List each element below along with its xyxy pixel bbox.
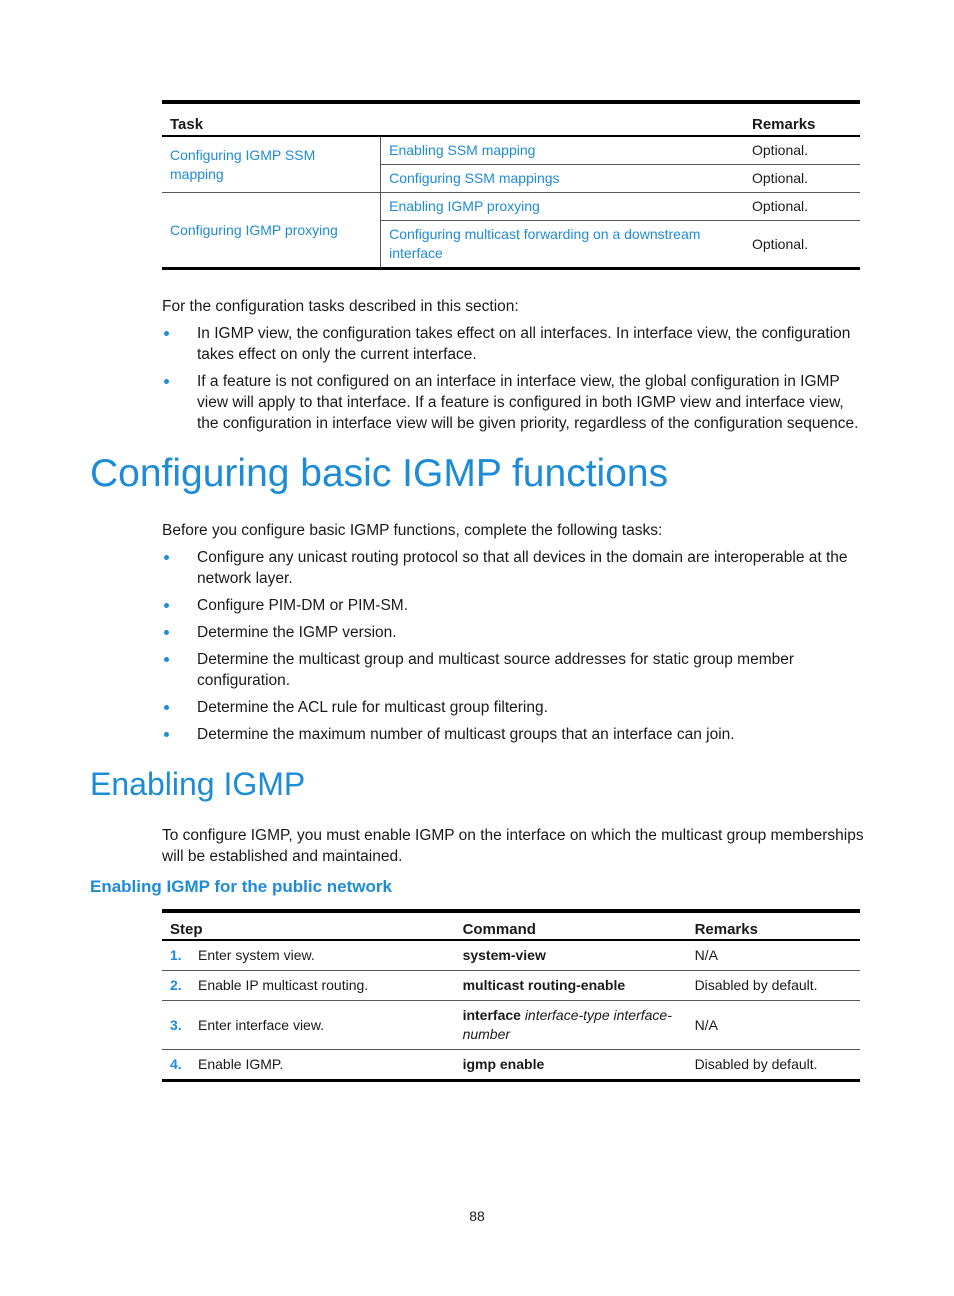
command-cell (455, 940, 687, 971)
table-row (162, 971, 860, 1001)
before-bullet-list (162, 547, 866, 751)
command-cell (455, 1050, 687, 1081)
list-item (162, 323, 866, 365)
bullet-icon (164, 555, 169, 560)
subsection-title: Enabling IGMP (90, 766, 306, 802)
step-number: 3. (162, 1001, 190, 1050)
remarks-cell: Optional. (744, 165, 860, 193)
bullet-icon (164, 379, 169, 384)
step-number: 2. (162, 971, 190, 1001)
table-row (162, 1001, 860, 1050)
bullet-icon (164, 630, 169, 635)
command-cell (455, 971, 687, 1001)
bullet-icon (164, 603, 169, 608)
list-item (162, 547, 866, 589)
list-item-text: Determine the multicast group and multicast source addresses for static group member configuration. (197, 651, 795, 689)
list-item-text: Determine the maximum number of multicast groups that an interface can join. (197, 726, 735, 743)
step-number: 1. (162, 940, 190, 971)
task-cell[interactable] (162, 136, 381, 193)
subtask-cell[interactable] (381, 221, 744, 269)
subtask-link[interactable]: Enabling IGMP proxying (389, 198, 540, 214)
table-row (162, 1050, 860, 1081)
remarks-cell: Disabled by default. (687, 1050, 860, 1081)
task-header: Task (170, 116, 204, 133)
before-intro: Before you configure basic IGMP functions, complete the following tasks: (162, 522, 663, 539)
step-header: Step (170, 921, 203, 938)
task-link-ssm-mapping[interactable]: Configuring IGMP SSM mapping (170, 146, 316, 182)
list-item (162, 371, 866, 434)
page-number: 88 (469, 1208, 485, 1224)
step-table (162, 909, 860, 1082)
list-item-text: Determine the ACL rule for multicast group filtering. (197, 699, 548, 716)
task-cell[interactable] (162, 193, 381, 269)
bullet-icon (164, 732, 169, 737)
step-description: Enter interface view. (190, 1001, 455, 1050)
list-item (162, 724, 866, 745)
list-item-text: If a feature is not configured on an interface in interface view, the global configuration in IGMP view will apply to that interface. If a feature is configured in both IGMP view and interface view, the configuration in interface view will be given priority, regardless of the configuration sequence. (197, 373, 859, 432)
remarks-cell: N/A (687, 940, 860, 971)
list-item-text: Configure any unicast routing protocol so that all devices in the domain are interoperable at the network layer. (197, 549, 848, 587)
command-header: Command (462, 921, 536, 938)
subtask-cell[interactable] (381, 165, 744, 193)
list-item (162, 697, 866, 718)
step-description: Enable IP multicast routing. (190, 971, 455, 1001)
command-keyword: igmp enable (462, 1056, 545, 1072)
subsubsection-title: Enabling IGMP for the public network (90, 877, 392, 896)
subtask-link[interactable]: Configuring multicast forwarding on a downstream interface (389, 226, 701, 261)
remarks-cell: Disabled by default. (687, 971, 860, 1001)
remarks-cell: N/A (687, 1001, 860, 1050)
section-title: Configuring basic IGMP functions (90, 452, 669, 495)
remarks-header: Remarks (694, 921, 758, 938)
list-item-text: Configure PIM-DM or PIM-SM. (197, 597, 409, 614)
remarks-cell: Optional. (744, 136, 860, 165)
task-table (162, 100, 860, 270)
bullet-icon (164, 331, 169, 336)
step-description: Enable IGMP. (190, 1050, 455, 1081)
subtask-cell[interactable] (381, 193, 744, 221)
list-item (162, 649, 866, 691)
table-row (162, 940, 860, 971)
task-link-igmp-proxying[interactable]: Configuring IGMP proxying (170, 221, 338, 238)
subtask-link[interactable]: Configuring SSM mappings (389, 170, 560, 186)
config-intro: For the configuration tasks described in this section: (162, 298, 519, 315)
list-item (162, 595, 866, 616)
list-item (162, 622, 866, 643)
command-keyword: interface (462, 1007, 521, 1023)
step-description: Enter system view. (190, 940, 455, 971)
remarks-cell: Optional. (744, 221, 860, 269)
command-argument: interface-type interface-number (462, 1007, 672, 1042)
subtask-link[interactable]: Enabling SSM mapping (389, 142, 536, 158)
config-bullet-list (162, 323, 866, 440)
remarks-cell: Optional. (744, 193, 860, 221)
enable-text: To configure IGMP, you must enable IGMP on the interface on which the multicast group memberships will be established and maintained. (162, 827, 864, 865)
subtask-cell[interactable] (381, 136, 744, 165)
list-item-text: In IGMP view, the configuration takes effect on all interfaces. In interface view, the configuration takes effect on only the current interface. (197, 325, 851, 363)
command-keyword: system-view (462, 947, 546, 963)
command-keyword: multicast routing-enable (462, 977, 626, 993)
list-item-text: Determine the IGMP version. (197, 624, 397, 641)
remarks-header: Remarks (752, 116, 816, 133)
step-number: 4. (162, 1050, 190, 1081)
bullet-icon (164, 705, 169, 710)
bullet-icon (164, 657, 169, 662)
command-cell (455, 1001, 687, 1050)
